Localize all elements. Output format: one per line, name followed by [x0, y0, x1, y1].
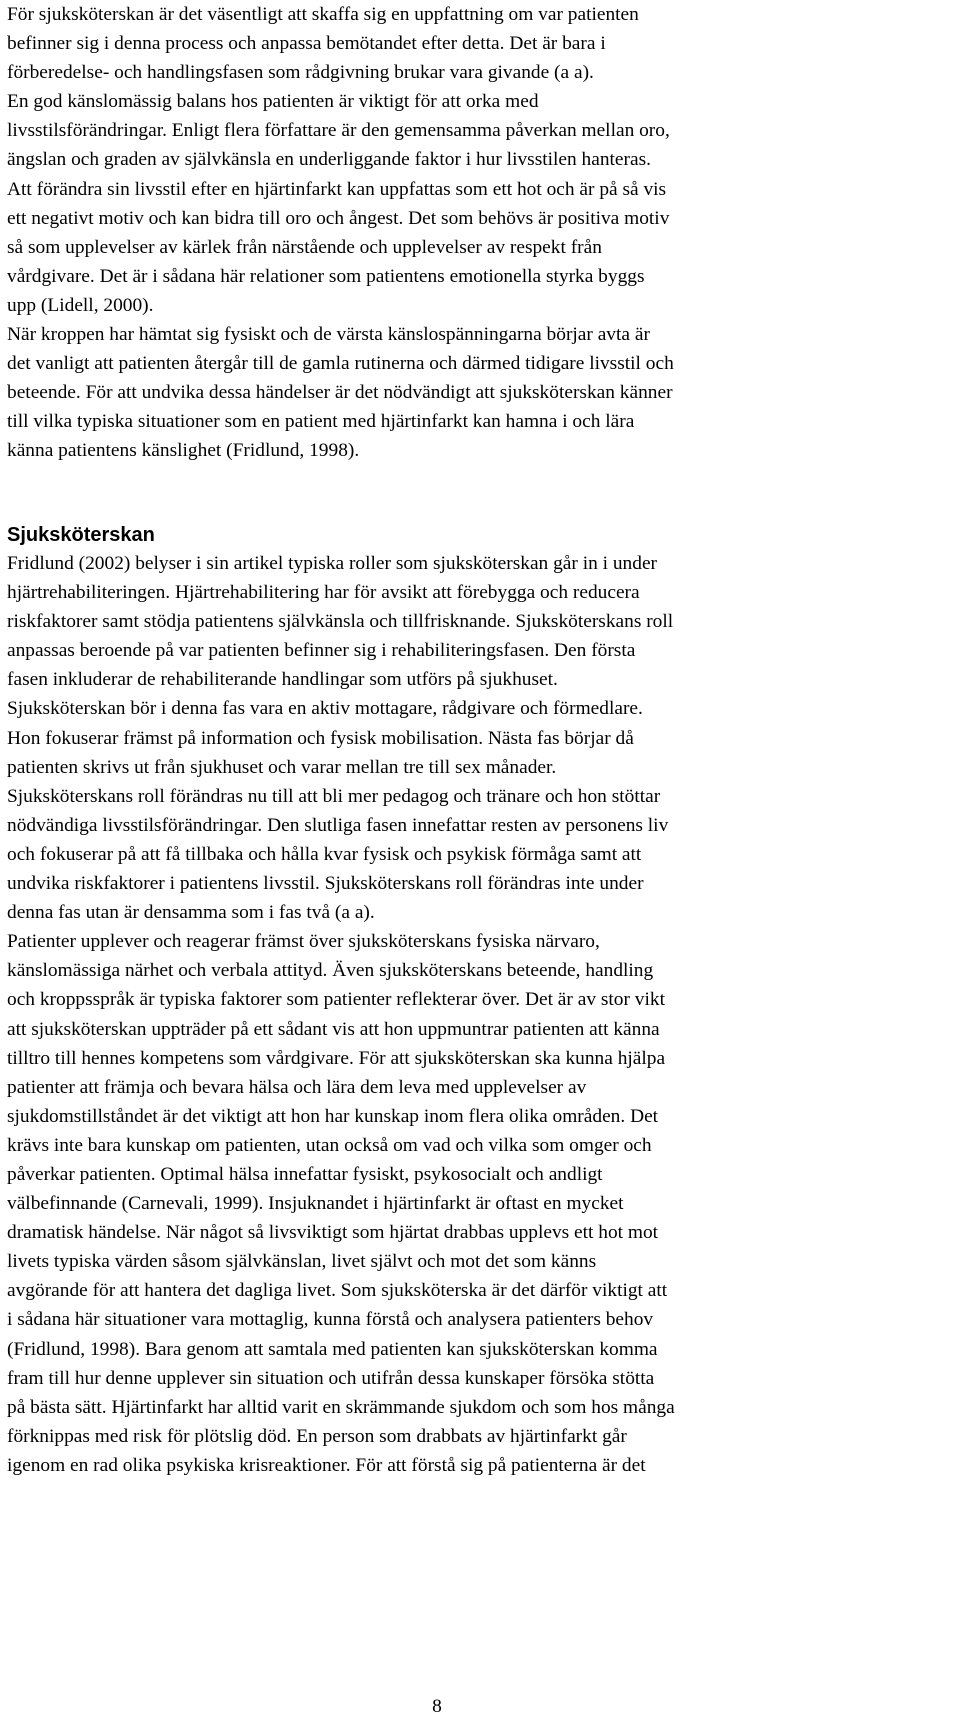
- text-line: förknippas med risk för plötslig död. En person som drabbats av hjärtinfarkt går: [7, 1425, 627, 1447]
- text-line: till vilka typiska situationer som en patient med hjärtinfarkt kan hamna i och lära: [7, 411, 635, 433]
- text-line: så som upplevelser av kärlek från närstående och upplevelser av respekt från: [7, 236, 602, 258]
- text-line: i sådana här situationer vara mottaglig, kunna förstå och analysera patienters behov: [7, 1309, 654, 1331]
- text-line: känslomässiga närhet och verbala attityd. Även sjuksköterskans beteende, handling: [7, 960, 654, 982]
- text-line: patienter att främja och bevara hälsa och lära dem leva med upplevelser av: [7, 1076, 587, 1098]
- text-line: ett negativt motiv och kan bidra till oro och ångest. Det som behövs är positiva motiv: [7, 207, 670, 229]
- text-line: Fridlund (2002) belyser i sin artikel typiska roller som sjuksköterskan går in i under: [7, 553, 658, 574]
- text-line: undvika riskfaktorer i patientens livsstil. Sjuksköterskans roll förändras inte under: [7, 873, 644, 895]
- text-line: vårdgivare. Det är i sådana här relationer som patientens emotionella styrka byggs: [7, 265, 645, 287]
- text-line: sjukdomstillståndet är det viktigt att hon har kunskap inom flera olika områden. Det: [7, 1105, 659, 1127]
- text-line: livets typiska värden såsom självkänslan, livet självt och mot det som känns: [7, 1251, 597, 1273]
- text-line: känna patientens känslighet (Fridlund, 1998).: [7, 440, 360, 462]
- text-line: beteende. För att undvika dessa händelser är det nödvändigt att sjuksköterskan känner: [7, 382, 673, 404]
- text-line: igenom en rad olika psykiska krisreaktioner. För att förstå sig på patienterna är det: [7, 1454, 646, 1476]
- text-line: på bästa sätt. Hjärtinfarkt har alltid varit en skrämmande sjukdom och som hos många: [7, 1396, 675, 1418]
- text-line: att sjuksköterskan uppträder på ett sådant vis att hon uppmuntrar patienten att känna: [7, 1018, 660, 1040]
- text-line: riskfaktorer samt stödja patientens självkänsla och tillfrisknande. Sjuksköterskans roll: [7, 611, 674, 633]
- body-text-top: [7, 0, 932, 466]
- page-number: 8: [432, 1696, 442, 1717]
- text-line: Att förändra sin livsstil efter en hjärtinfarkt kan uppfattas som ett hot och är på så vis: [7, 178, 667, 200]
- text-line: det vanligt att patienten återgår till de gamla rutinerna och därmed tidigare livsstil och: [7, 353, 674, 375]
- text-line: När kroppen har hämtat sig fysiskt och de värsta känslospänningarna börjar avta är: [7, 324, 650, 346]
- text-line: fasen inkluderar de rehabiliterande handlingar som utförs på sjukhuset.: [7, 669, 558, 691]
- text-line: Sjuksköterskans roll förändras nu till att bli mer pedagog och tränare och hon stöttar: [7, 785, 661, 807]
- text-line: Hon fokuserar främst på information och fysisk mobilisation. Nästa fas börjar då: [7, 727, 634, 749]
- section-heading: Sjuksköterskan: [7, 524, 155, 546]
- text-line: välbefinnande (Carnevali, 1999). Insjuknandet i hjärtinfarkt är oftast en mycket: [7, 1193, 624, 1215]
- text-line: och kroppsspråk är typiska faktorer som patienter reflekterar över. Det är av stor vikt: [7, 989, 665, 1011]
- text-line: förberedelse- och handlingsfasen som rådgivning brukar vara givande (a a).: [7, 62, 594, 84]
- text-line: nödvändiga livsstilsförändringar. Den slutliga fasen innefattar resten av personens liv: [7, 814, 669, 836]
- body-text-bottom: [7, 549, 932, 1480]
- text-line: krävs inte bara kunskap om patienten, utan också om vad och vilka som omger och: [7, 1134, 652, 1156]
- text-line: livsstilsförändringar. Enligt flera författare är den gemensamma påverkan mellan oro,: [7, 120, 670, 142]
- text-line: Patienter upplever och reagerar främst över sjuksköterskans fysiska närvaro,: [7, 931, 600, 953]
- text-line: hjärtrehabiliteringen. Hjärtrehabilitering har för avsikt att förebygga och reducera: [7, 582, 640, 604]
- text-line: befinner sig i denna process och anpassa bemötandet efter detta. Det är bara i: [7, 33, 606, 55]
- text-line: denna fas utan är densamma som i fas två (a a).: [7, 902, 375, 924]
- text-line: patienten skrivs ut från sjukhuset och varar mellan tre till sex månader.: [7, 756, 557, 778]
- text-line: Sjuksköterskan bör i denna fas vara en aktiv mottagare, rådgivare och förmedlare.: [7, 698, 643, 720]
- text-line: upp (Lidell, 2000).: [7, 294, 154, 316]
- text-line: anpassas beroende på var patienten befinner sig i rehabiliteringsfasen. Den första: [7, 640, 636, 662]
- text-line: och fokuserar på att få tillbaka och hålla kvar fysisk och psykisk förmåga samt att: [7, 843, 642, 865]
- text-line: fram till hur denne upplever sin situation och utifrån dessa kunskaper försöka stötta: [7, 1367, 655, 1389]
- text-line: (Fridlund, 1998). Bara genom att samtala med patienten kan sjuksköterskan komma: [7, 1338, 658, 1360]
- text-line: ängslan och graden av självkänsla en underliggande faktor i hur livsstilen hanteras.: [7, 149, 652, 171]
- text-line: avgörande för att hantera det dagliga livet. Som sjuksköterska är det därför viktigt att: [7, 1280, 668, 1302]
- text-line: För sjuksköterskan är det väsentligt att skaffa sig en uppfattning om var patienten: [7, 4, 639, 25]
- text-line: dramatisk händelse. När något så livsviktigt som hjärtat drabbas upplevs ett hot mot: [7, 1222, 659, 1244]
- text-line: tilltro till hennes kompetens som vårdgivare. För att sjuksköterskan ska kunna hjälpa: [7, 1047, 666, 1069]
- text-line: En god känslomässig balans hos patienten är viktigt för att orka med: [7, 91, 539, 113]
- text-line: påverkar patienten. Optimal hälsa innefattar fysiskt, psykosocialt och andligt: [7, 1163, 603, 1185]
